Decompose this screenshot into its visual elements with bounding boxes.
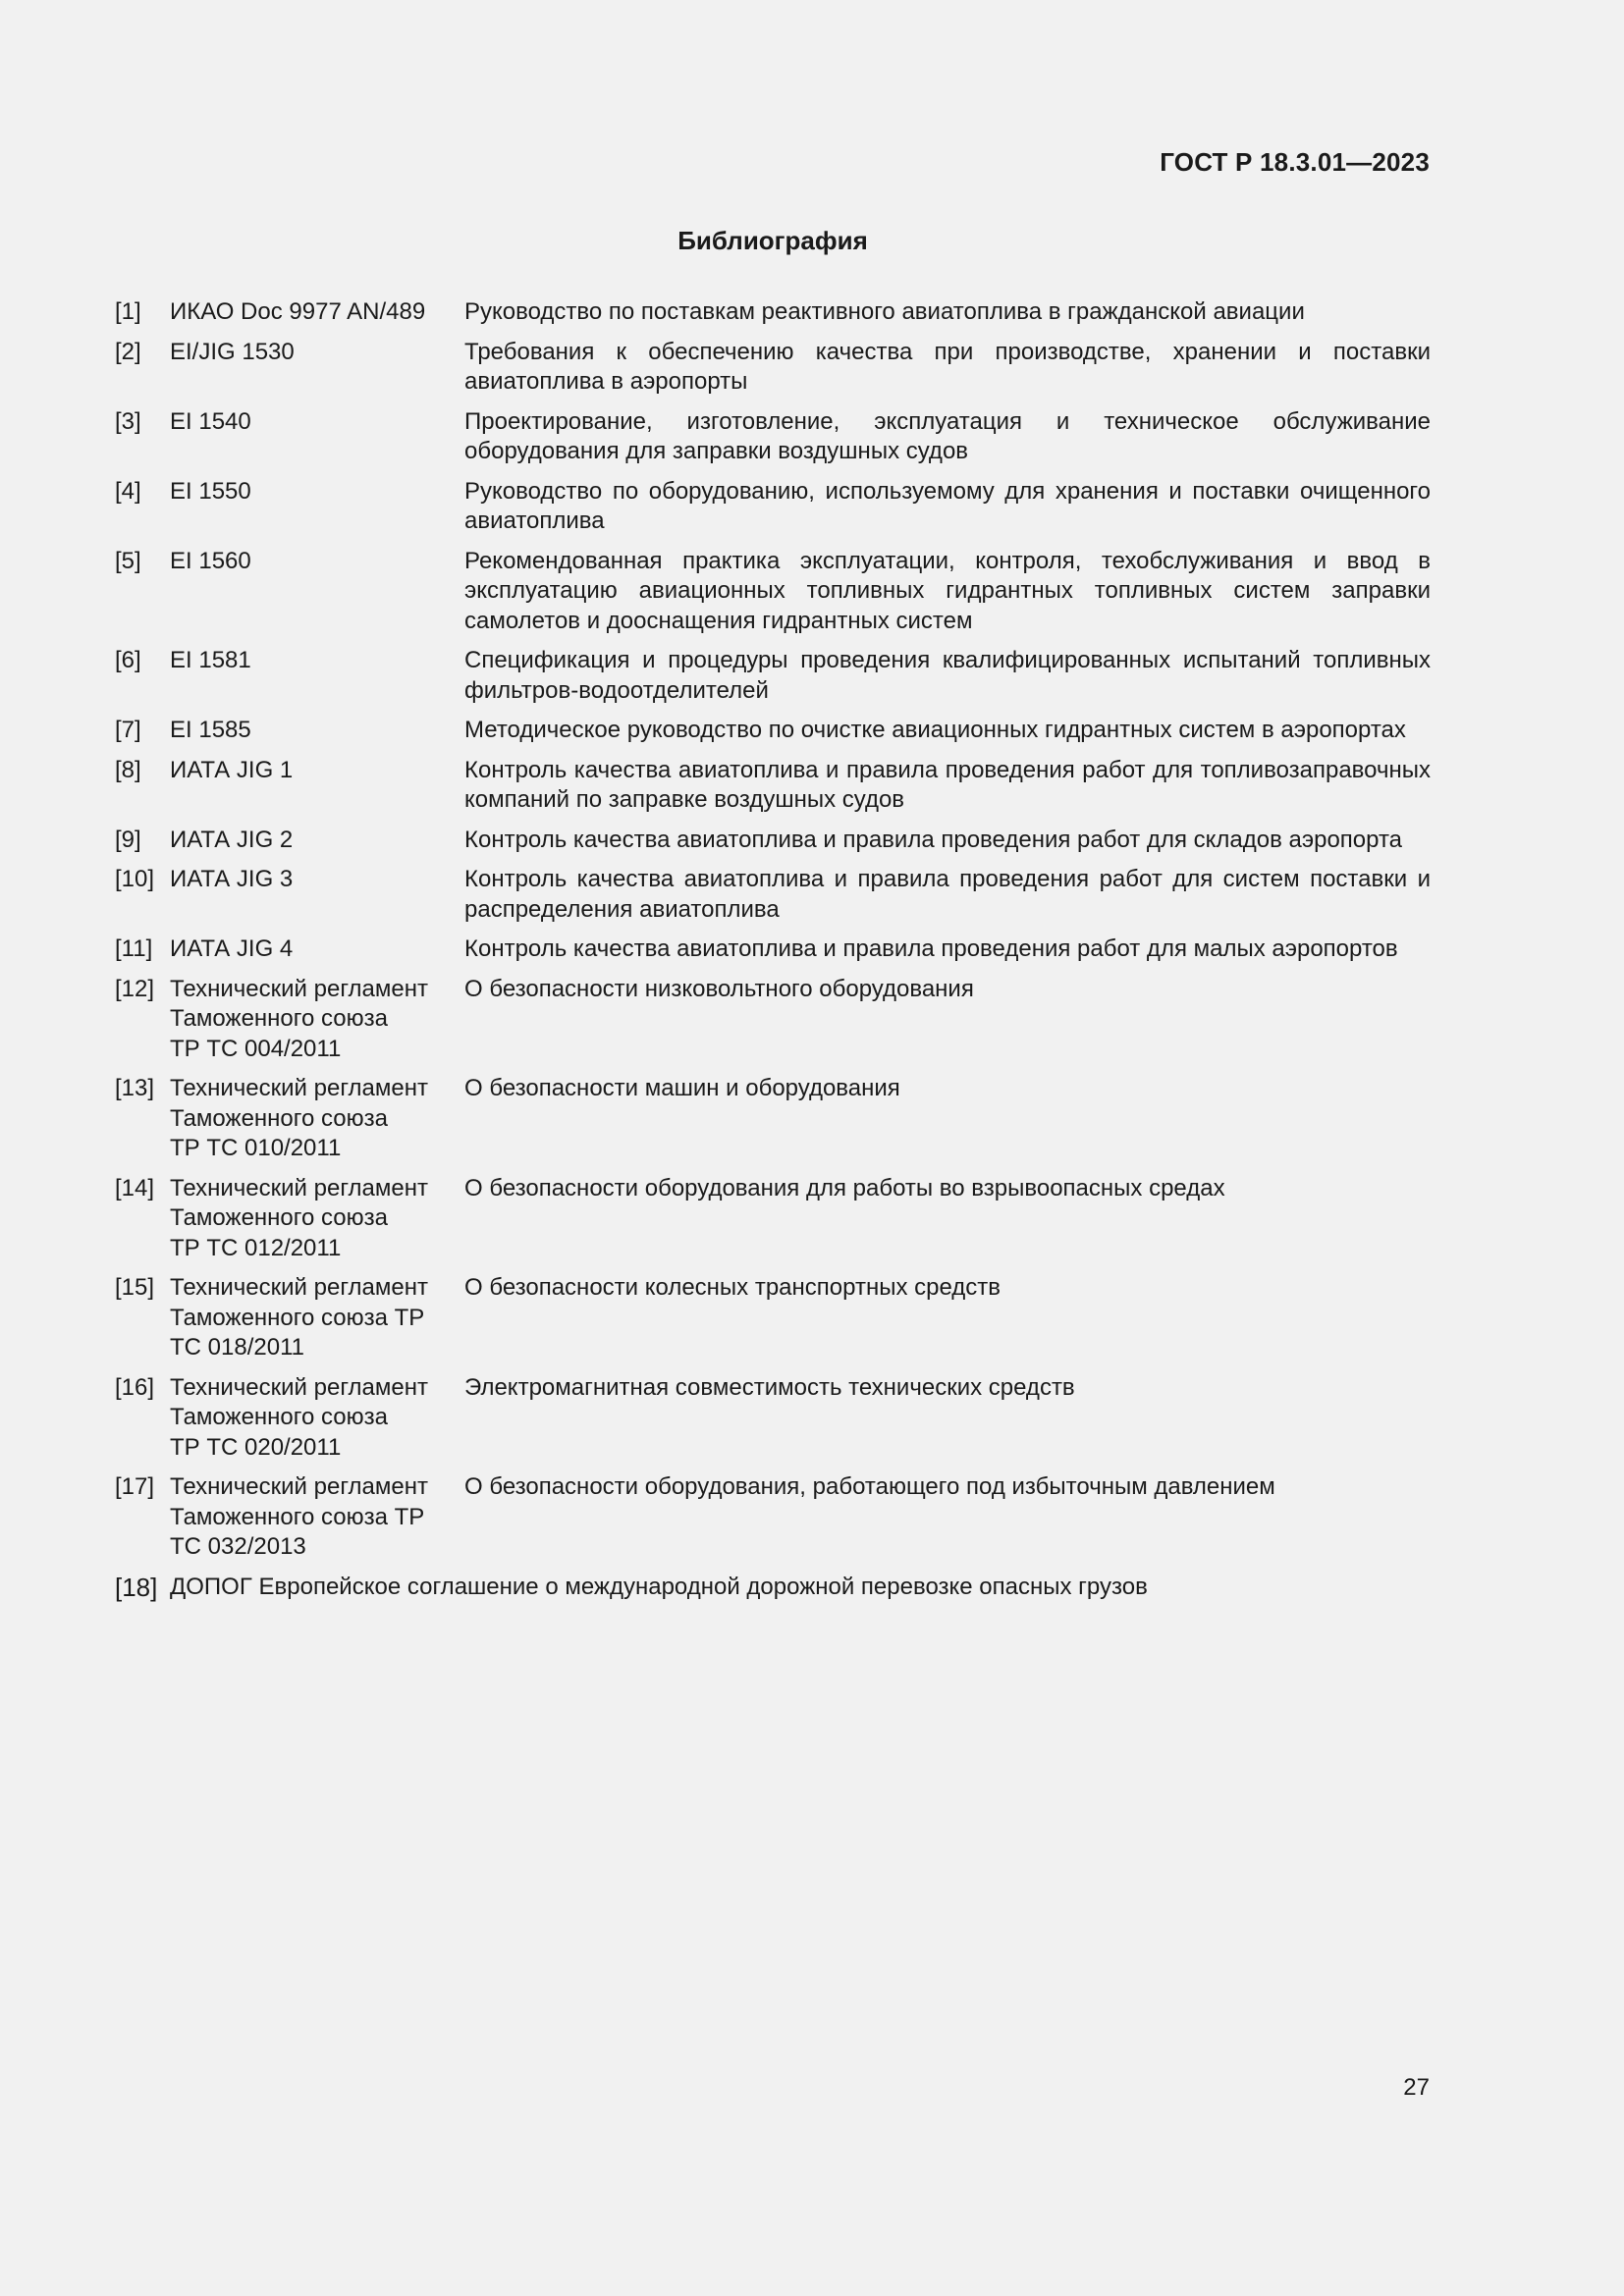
entry-reference: EI 1585	[170, 717, 251, 743]
page-title: Библиография	[677, 226, 868, 255]
entry-reference: EI 1581	[170, 647, 251, 673]
entry-text: ДОПОГ Европейское соглашение о международной дорожной перевозке опасных грузов	[170, 1573, 1148, 1600]
bibliography-entry	[115, 826, 1431, 856]
bibliography-entry	[115, 716, 1431, 746]
bibliography-entry	[115, 1174, 1431, 1264]
entry-number: [13]	[115, 1075, 155, 1101]
entry-reference-line: ТР ТС 010/2011	[170, 1135, 342, 1161]
entry-number: [7]	[115, 717, 141, 743]
bibliography-entry	[115, 1472, 1431, 1563]
entry-description: О безопасности колесных транспортных средств	[464, 1274, 1001, 1301]
entry-description: О безопасности низковольтного оборудования	[464, 975, 974, 1002]
entry-reference-line: ТР ТС 012/2011	[170, 1234, 342, 1261]
entry-description: О безопасности оборудования, работающего под избыточным давлением	[464, 1473, 1275, 1500]
entry-number: [6]	[115, 647, 141, 673]
bibliography-entry	[115, 1273, 1431, 1363]
bibliography-entry	[115, 934, 1431, 965]
bibliography-entry	[115, 407, 1431, 467]
entry-description: Электромагнитная совместимость технических средств	[464, 1373, 1075, 1401]
entry-number: [1]	[115, 298, 141, 325]
entry-reference-line: ТР ТС 004/2011	[170, 1035, 342, 1062]
entry-reference	[170, 1273, 464, 1363]
entry-reference: EI 1550	[170, 477, 251, 505]
bibliography-entry	[115, 975, 1431, 1065]
entry-reference	[170, 1472, 464, 1563]
entry-reference-line: Технический регламент	[170, 1274, 428, 1301]
entry-number: [4]	[115, 477, 141, 505]
entry-reference-line: Технический регламент	[170, 1174, 428, 1201]
bibliography-entry	[115, 865, 1431, 925]
bibliography-entry	[115, 338, 1431, 398]
entry-reference-line: Таможенного союза	[170, 1404, 388, 1430]
entry-reference	[170, 1174, 464, 1264]
entry-number: [17]	[115, 1473, 155, 1500]
entry-number: [11]	[115, 935, 153, 962]
entry-number: [2]	[115, 338, 141, 365]
entry-reference-line: Технический регламент	[170, 1075, 428, 1101]
entry-number: [15]	[115, 1274, 155, 1301]
document-code: ГОСТ Р 18.3.01—2023	[1160, 147, 1430, 177]
bibliography-entry	[115, 1573, 1431, 1603]
entry-reference-line: Технический регламент	[170, 1373, 428, 1401]
entry-reference: EI 1560	[170, 547, 251, 574]
entry-reference: ИКАО Doc 9977 AN/489	[170, 298, 426, 325]
bibliography-entry	[115, 547, 1431, 637]
bibliography-entry	[115, 1074, 1431, 1164]
bibliography-entry	[115, 297, 1431, 328]
entry-description: О безопасности оборудования для работы во взрывоопасных средах	[464, 1174, 1225, 1201]
entry-reference-line: Таможенного союза	[170, 1005, 388, 1032]
entry-reference-line: Таможенного союза ТР	[170, 1304, 425, 1331]
entry-number: [14]	[115, 1174, 155, 1201]
entry-reference: ИАТА JIG 1	[170, 756, 294, 783]
entry-description: Контроль качества авиатоплива и правила проведения работ для складов аэропорта	[464, 826, 1403, 853]
entry-description: Проектирование, изготовление, эксплуатация и техническое обслуживание оборудования для заправки воздушных судов	[464, 407, 1431, 464]
entry-reference-line: Таможенного союза	[170, 1204, 388, 1231]
entry-description: Руководство по оборудованию, используемому для хранения и поставки очищенного авиатоплива	[464, 477, 1431, 534]
entry-number: [16]	[115, 1373, 155, 1401]
bibliography-list	[115, 297, 1431, 1612]
entry-reference: ИАТА JIG 3	[170, 866, 294, 892]
page-number: 27	[1403, 2074, 1430, 2101]
entry-reference-line: Таможенного союза ТР	[170, 1503, 425, 1530]
entry-reference-line: ТР ТС 020/2011	[170, 1433, 342, 1461]
entry-reference-line: ТС 018/2011	[170, 1334, 304, 1361]
entry-description: Контроль качества авиатоплива и правила проведения работ для систем поставки и распределения авиатоплива	[464, 866, 1431, 923]
entry-description: Руководство по поставкам реактивного авиатоплива в гражданской авиации	[464, 298, 1305, 325]
entry-reference	[170, 975, 464, 1065]
entry-reference	[170, 1074, 464, 1164]
entry-reference: EI/JIG 1530	[170, 338, 295, 365]
entry-description: О безопасности машин и оборудования	[464, 1075, 900, 1101]
entry-number: [10]	[115, 866, 155, 892]
entry-description: Контроль качества авиатоплива и правила проведения работ для топливозаправочных компаний по заправке воздушных судов	[464, 756, 1431, 813]
entry-number: [18]	[115, 1572, 158, 1602]
entry-reference-line: Технический регламент	[170, 1473, 428, 1500]
entry-description: Рекомендованная практика эксплуатации, контроля, техобслуживания и ввод в эксплуатацию авиационных топливных гидрантных топливных систем заправки самолетов и дооснащения гидрантных систем	[464, 547, 1431, 634]
entry-reference: ИАТА JIG 2	[170, 826, 294, 853]
entry-number: [3]	[115, 407, 141, 435]
entry-number: [9]	[115, 826, 141, 853]
bibliography-entry	[115, 1373, 1431, 1464]
entry-description: Контроль качества авиатоплива и правила проведения работ для малых аэропортов	[464, 935, 1398, 962]
entry-reference: EI 1540	[170, 407, 251, 435]
entry-description: Методическое руководство по очистке авиационных гидрантных систем в аэропортах	[464, 717, 1406, 743]
entry-reference-line: ТС 032/2013	[170, 1533, 306, 1560]
bibliography-entry	[115, 646, 1431, 706]
entry-reference	[170, 1373, 464, 1464]
bibliography-entry	[115, 756, 1431, 816]
entry-number: [12]	[115, 975, 155, 1002]
entry-description: Спецификация и процедуры проведения квалифицированных испытаний топливных фильтров-водоотделителей	[464, 647, 1431, 704]
entry-reference: ИАТА JIG 4	[170, 935, 294, 962]
entry-reference-line: Таможенного союза	[170, 1104, 388, 1132]
entry-number: [8]	[115, 756, 141, 783]
entry-description: Требования к обеспечению качества при производстве, хранении и поставки авиатоплива в аэропорты	[464, 338, 1431, 395]
entry-reference-line: Технический регламент	[170, 975, 428, 1002]
bibliography-entry	[115, 477, 1431, 537]
entry-number: [5]	[115, 547, 141, 574]
